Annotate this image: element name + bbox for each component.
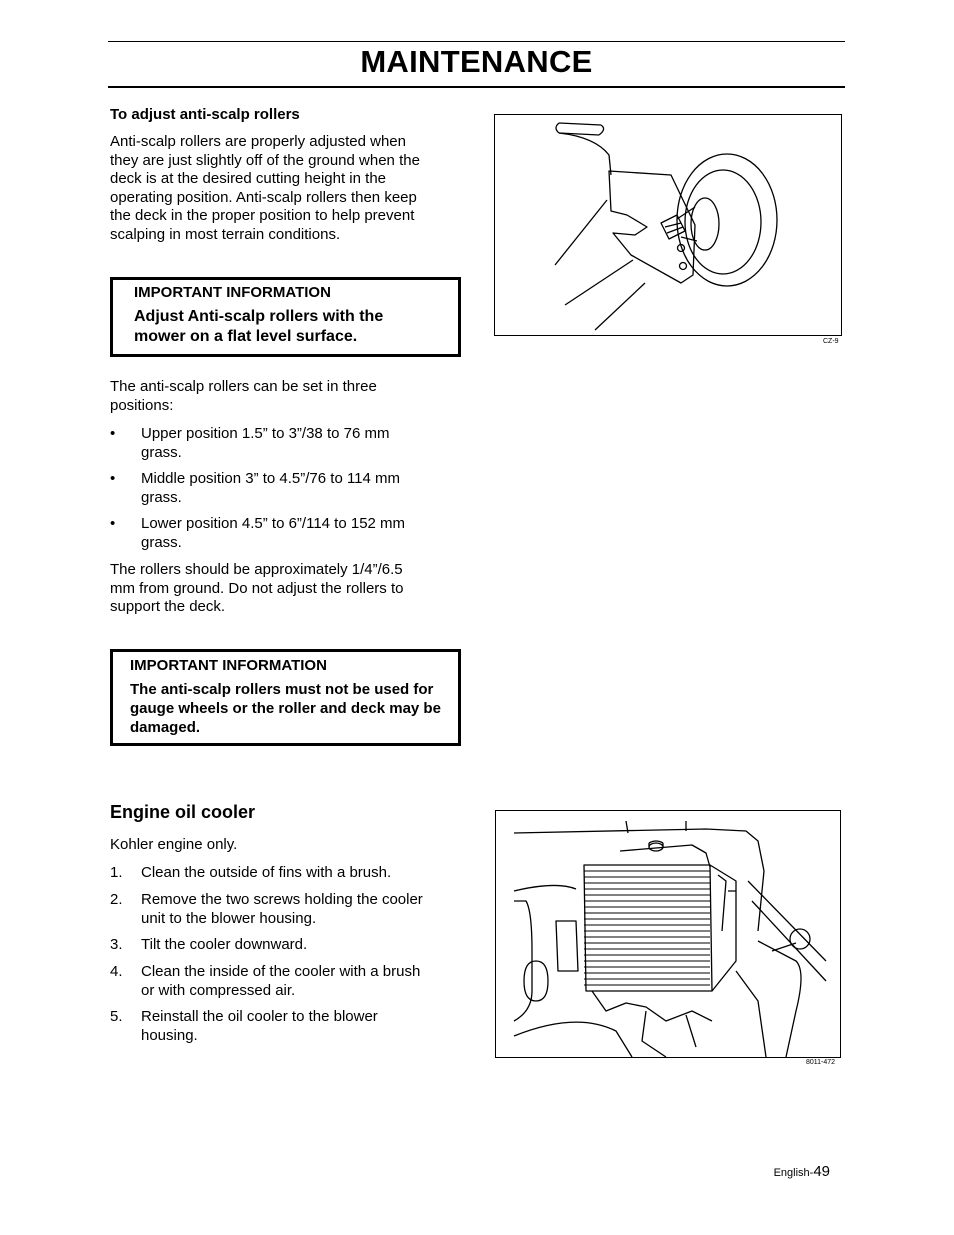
- list-item-text: Middle position 3” to 4.5”/76 to 114 mm grass.: [141, 470, 401, 506]
- notice-box-2: [110, 649, 461, 746]
- step-text: Clean the inside of the cooler with a brush or with compressed air.: [141, 963, 421, 999]
- page-title: MAINTENANCE: [360, 44, 593, 79]
- notice-text: Adjust Anti-scalp rollers with the mower on a flat level surface.: [134, 308, 384, 345]
- header-bottom-rule: [108, 86, 845, 88]
- oil-cooler-heading: Engine oil cooler: [110, 802, 256, 822]
- step-text: Remove the two screws holding the cooler unit to the blower housing.: [141, 891, 423, 927]
- notice-text: The anti-scalp rollers must not be used for gauge wheels or the roller and deck may be damaged.: [130, 681, 441, 736]
- oil-cooler-intro: Kohler engine only.: [110, 836, 238, 853]
- notice-label: IMPORTANT INFORMATION: [130, 657, 327, 674]
- step-number: 4.: [110, 963, 123, 980]
- list-item-text: Lower position 4.5” to 6”/114 to 152 mm grass.: [141, 515, 406, 551]
- footer-language: English-: [773, 1167, 814, 1179]
- step-number: 3.: [110, 936, 123, 953]
- rollers-intro: Anti-scalp rollers are properly adjusted when they are just slightly off of the ground when the deck is at the desired cutting height in the operating position. Anti-scalp rollers then keep the deck in the proper position to help prevent scalping in most terrain conditions.: [110, 133, 420, 243]
- page-footer: [774, 1163, 830, 1180]
- figure-caption: CZ-9: [823, 338, 839, 345]
- header-top-rule: [108, 41, 845, 42]
- notice-box-1: [110, 277, 461, 357]
- bullet: •: [110, 515, 116, 532]
- step-number: 1.: [110, 864, 123, 881]
- rollers-heading: To adjust anti-scalp rollers: [110, 106, 300, 123]
- bullet: •: [110, 425, 116, 442]
- step-text: Reinstall the oil cooler to the blower housing.: [141, 1008, 378, 1044]
- notice-label: IMPORTANT INFORMATION: [134, 284, 331, 301]
- figure-caption: 8011-472: [806, 1059, 836, 1066]
- bullet: •: [110, 470, 116, 487]
- positions-intro: The anti-scalp rollers can be set in three positions:: [110, 378, 377, 414]
- step-number: 5.: [110, 1008, 123, 1025]
- step-number: 2.: [110, 891, 123, 908]
- list-item-text: Upper position 1.5” to 3”/38 to 76 mm grass.: [141, 425, 390, 461]
- step-text: Clean the outside of fins with a brush.: [141, 864, 392, 881]
- page-number: 49: [813, 1163, 830, 1180]
- step-text: Tilt the cooler downward.: [141, 936, 308, 953]
- anti-scalp-roller-illustration: [494, 114, 842, 336]
- rollers-note: The rollers should be approximately 1/4”/6.5 mm from ground. Do not adjust the rollers to support the deck.: [110, 561, 404, 616]
- oil-cooler-illustration: [495, 810, 841, 1058]
